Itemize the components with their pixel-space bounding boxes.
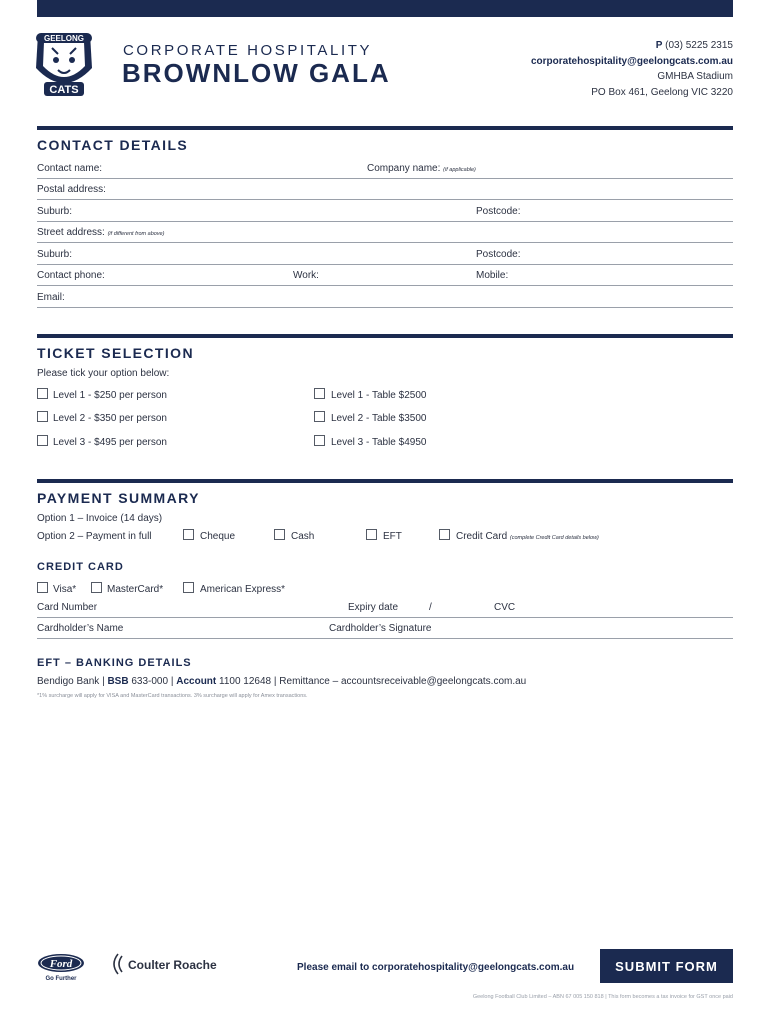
cvc-label: CVC [494, 602, 516, 613]
contact-info [531, 38, 733, 100]
option-1: Option 1 – Invoice (14 days) [37, 513, 163, 524]
logo-text-top: GEELONG [43, 34, 85, 43]
corporate-hospitality-subtitle: CORPORATE HOSPITALITY [123, 42, 373, 59]
expiry-slash: / [429, 602, 432, 613]
contact-phone-row[interactable] [37, 265, 733, 286]
ticket-checkbox[interactable] [314, 388, 325, 399]
eft-label: EFT [383, 531, 402, 542]
mastercard-checkbox[interactable] [91, 582, 102, 593]
ticket-option-label: Level 1 - $250 per person [53, 390, 167, 401]
ticket-checkbox[interactable] [314, 435, 325, 446]
ticket-checkbox[interactable] [314, 411, 325, 422]
street-address-row[interactable] [37, 222, 733, 243]
top-bar [37, 0, 733, 17]
cheque-checkbox[interactable] [183, 529, 194, 540]
cash-checkbox[interactable] [274, 529, 285, 540]
suburb-label: Suburb: [37, 206, 73, 217]
coulter-roache-text: Coulter Roache [128, 958, 217, 972]
street-address-label: Street address: (if different from above) [37, 227, 165, 238]
venue: GMHBA Stadium [657, 71, 733, 82]
postal-address-row[interactable] [37, 179, 733, 200]
expiry-label: Expiry date [348, 602, 399, 613]
visa-label: Visa* [53, 584, 77, 595]
eft-checkbox[interactable] [366, 529, 377, 540]
card-number-label: Card Number [37, 602, 98, 613]
ford-logo [37, 953, 85, 983]
credit-card-checkbox[interactable] [439, 529, 450, 540]
phone-prefix: P [655, 40, 663, 51]
credit-card-title: CREDIT CARD [37, 561, 124, 573]
payment-summary-title: PAYMENT SUMMARY [37, 490, 200, 506]
contact-details-title: CONTACT DETAILS [37, 137, 189, 153]
email-label: Email: [37, 292, 65, 303]
logo-text-bottom: CATS [49, 84, 79, 96]
section-rule [37, 479, 733, 483]
cardholder-signature-label: Cardholder’s Signature [329, 623, 432, 634]
footer-email-link[interactable]: corporatehospitality@geelongcats.com.au [372, 962, 575, 973]
suburb-row[interactable] [37, 201, 733, 222]
option-2: Option 2 – Payment in full [37, 531, 152, 542]
page-title: BROWNLOW GALA [122, 58, 391, 88]
cheque-label: Cheque [200, 531, 236, 542]
amex-label: American Express* [200, 584, 286, 595]
ticket-checkbox[interactable] [37, 435, 48, 446]
eft-banking-title: EFT – BANKING DETAILS [37, 657, 192, 669]
ford-logo-text: Ford [49, 958, 73, 970]
section-rule [37, 126, 733, 130]
mastercard-label: MasterCard* [107, 584, 164, 595]
company-name-label: Company name: (if applicable) [367, 163, 476, 174]
submit-form-button[interactable]: SUBMIT FORM [600, 949, 733, 983]
ticket-checkbox[interactable] [37, 411, 48, 422]
ticket-option-label: Level 2 - Table $3500 [331, 413, 427, 424]
email-row[interactable] [37, 287, 733, 308]
ticket-option-label: Level 1 - Table $2500 [331, 390, 427, 401]
cash-label: Cash [291, 531, 315, 542]
cardholder-name-label: Cardholder’s Name [37, 623, 124, 634]
postal-address-label: Postal address: [37, 184, 106, 195]
coulter-roache-logo [108, 952, 228, 976]
cardholder-row[interactable] [37, 618, 733, 639]
ticket-option-label: Level 3 - Table $4950 [331, 437, 427, 448]
footer-legal: Geelong Football Club Limited – ABN 67 005 150 818 | This form becomes a tax invoice for GST once paid [472, 994, 733, 1000]
ticket-option-label: Level 2 - $350 per person [53, 413, 167, 424]
po-box: PO Box 461, Geelong VIC 3220 [591, 86, 733, 98]
mobile-label: Mobile: [476, 270, 509, 281]
amex-checkbox[interactable] [183, 582, 194, 593]
postcode-label-2: Postcode: [476, 249, 521, 260]
card-number-row[interactable] [37, 597, 733, 618]
ford-tagline: Go Further [45, 976, 77, 982]
postcode-label: Postcode: [476, 206, 521, 217]
ticket-instruction: Please tick your option below: [37, 368, 170, 379]
banking-details: Bendigo Bank | BSB 633-000 | Account 1100 12648 | Remittance – accountsreceivable@geelongcats.com.au [37, 676, 527, 687]
work-label: Work: [293, 270, 319, 281]
email-note: Please email to corporatehospitality@geelongcats.com.au [297, 962, 575, 973]
contact-name-label: Contact name: [37, 163, 103, 174]
visa-checkbox[interactable] [37, 582, 48, 593]
suburb-row-2[interactable] [37, 244, 733, 265]
ticket-option-label: Level 3 - $495 per person [53, 437, 167, 448]
geelong-cats-logo [30, 28, 98, 100]
credit-card-label: Credit Card (complete Credit Card details below) [456, 531, 599, 542]
phone-number: (03) 5225 2315 [665, 40, 733, 51]
ticket-selection-title: TICKET SELECTION [37, 345, 194, 361]
ticket-checkbox[interactable] [37, 388, 48, 399]
header-email-link[interactable]: corporatehospitality@geelongcats.com.au [530, 55, 733, 67]
section-rule [37, 334, 733, 338]
contact-name-row[interactable] [37, 158, 733, 179]
contact-phone-label: Contact phone: [37, 270, 105, 281]
suburb-label-2: Suburb: [37, 249, 73, 260]
surcharge-fineprint: *1% surcharge will apply for VISA and MasterCard transactions. 3% surcharge will apply for Amex transactions. [37, 693, 308, 699]
